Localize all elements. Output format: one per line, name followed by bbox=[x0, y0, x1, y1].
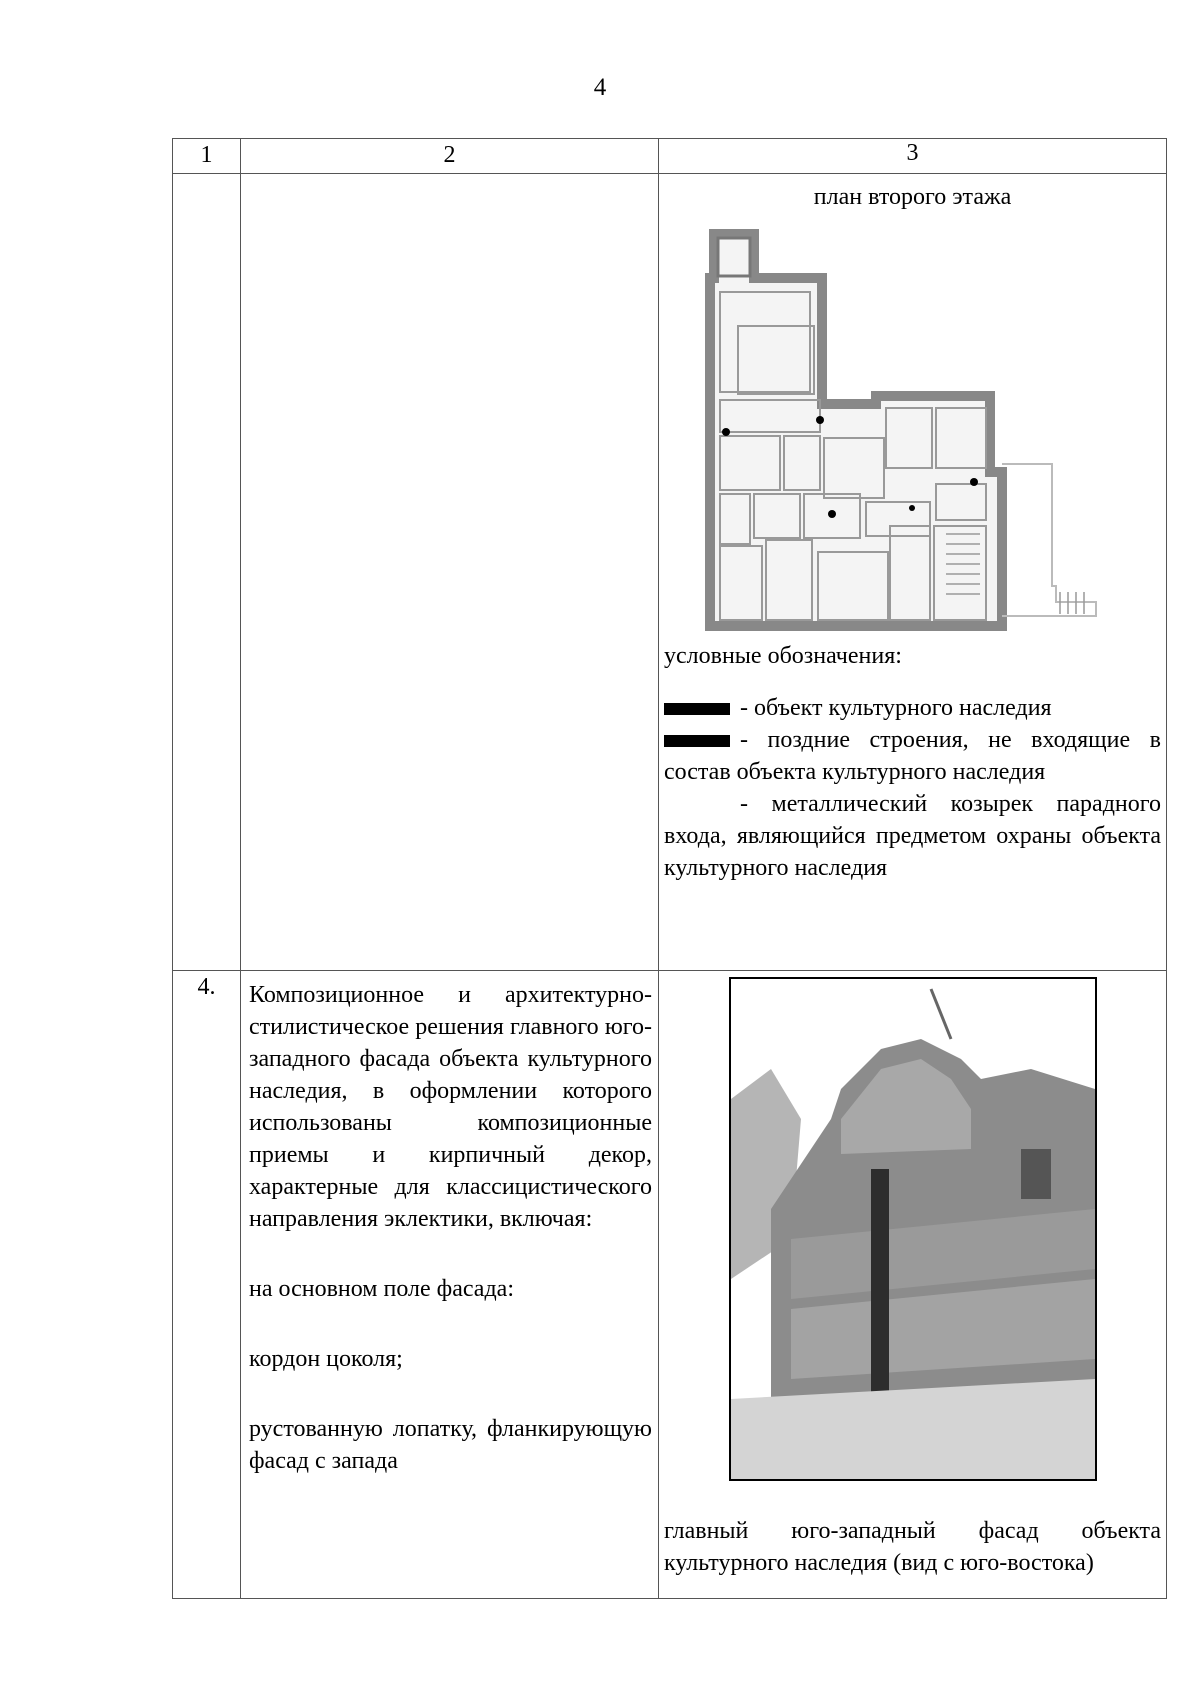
list-item: рустованную лопатку, фланкирующую фасад с запада bbox=[249, 1416, 652, 1474]
legend-item-heritage: - объект культурного наследия bbox=[664, 692, 1161, 724]
page-number: 4 bbox=[593, 74, 607, 101]
legend-item-later-buildings: - поздние строения, не входящие в состав объекта культурного наследия bbox=[664, 727, 1161, 785]
empty-cell bbox=[173, 174, 241, 971]
facade-photo bbox=[729, 977, 1097, 1481]
legend-swatch-heritage bbox=[664, 703, 730, 715]
description-intro: Композиционное и архитектурно-стилистическое решения главного юго-западного фасада объекта культурного наследия, в оформлении которого использованы композиционные приемы и кирпичный декор, характерные для классицистического направления эклектики, включая: bbox=[249, 982, 652, 1232]
heritage-table bbox=[172, 138, 1167, 1599]
plan-cell bbox=[659, 174, 1167, 971]
legend-swatch-canopy bbox=[664, 799, 730, 811]
photo-cell bbox=[659, 971, 1167, 1599]
empty-cell bbox=[241, 174, 659, 971]
header-col-3: 3 bbox=[659, 139, 1167, 174]
description-cell bbox=[241, 971, 659, 1599]
table-row-4 bbox=[173, 971, 1167, 1599]
plan-title: план второго этажа bbox=[813, 184, 1012, 210]
header-col-1: 1 bbox=[173, 139, 241, 174]
floor-plan-drawing bbox=[700, 222, 1100, 632]
table-header-row bbox=[173, 139, 1167, 174]
legend-title: условные обозначения: bbox=[664, 643, 902, 669]
row-number: 4. bbox=[173, 971, 241, 1599]
legend-item-canopy: - металлический козырек парадного входа, являющийся предметом охраны объекта культурного наследия bbox=[664, 791, 1161, 881]
list-item: кордон цоколя; bbox=[249, 1346, 403, 1372]
legend-swatch-later-buildings bbox=[664, 735, 730, 747]
header-col-2: 2 bbox=[241, 139, 659, 174]
table-row-continuation bbox=[173, 174, 1167, 971]
photo-caption: главный юго-западный фасад объекта культурного наследия (вид с юго-востока) bbox=[664, 1518, 1161, 1576]
list-item: на основном поле фасада: bbox=[249, 1276, 514, 1302]
